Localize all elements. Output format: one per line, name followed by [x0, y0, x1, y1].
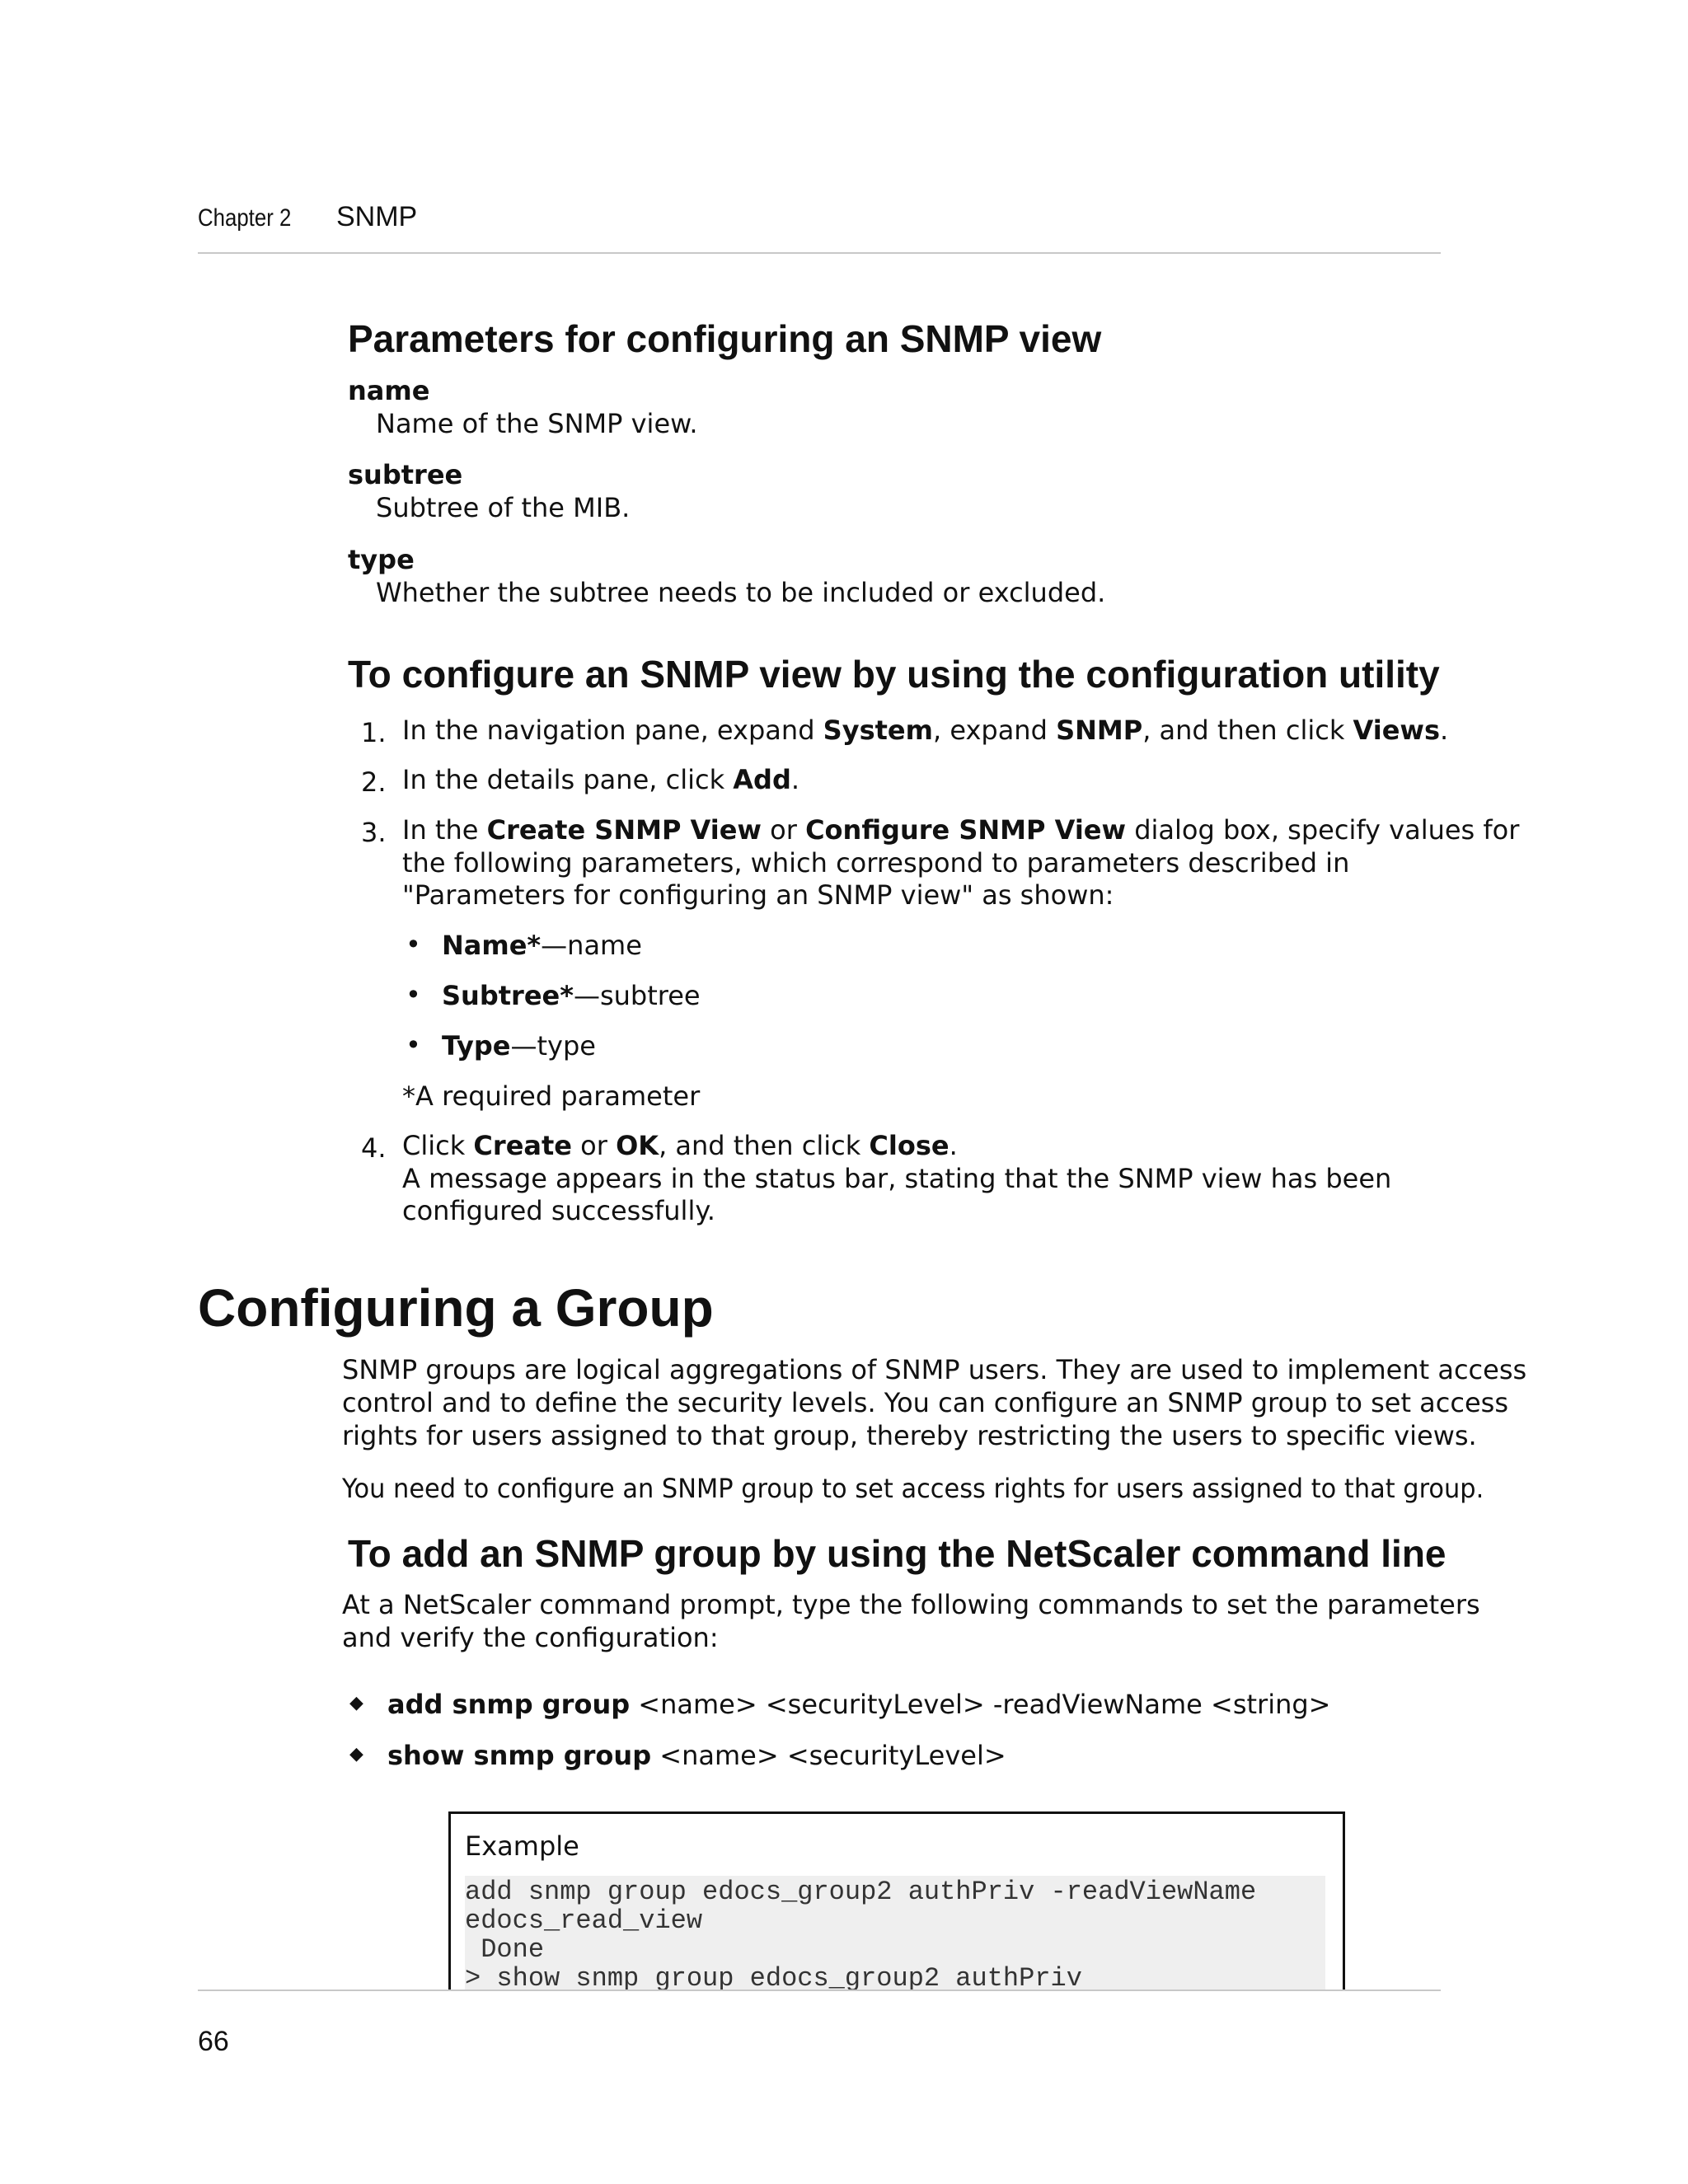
param-bullet: Name*—name: [442, 930, 642, 961]
footer-divider: [198, 1990, 1441, 1991]
step-4: Click Create or OK, and then click Close.: [402, 1130, 958, 1161]
step-3-line: the following parameters, which correspond to parameters described in: [402, 847, 1350, 879]
chapter-title: SNMP: [336, 201, 418, 232]
code-line: edocs_read_view: [465, 1905, 703, 1936]
step-2: In the details pane, click Add.: [402, 764, 800, 795]
example-label: Example: [465, 1830, 579, 1862]
param-desc: Whether the subtree needs to be included or excluded.: [376, 577, 1106, 608]
group-paragraph-2: You need to configure an SNMP group to set access rights for users assigned to that group.: [342, 1473, 1484, 1504]
diamond-bullet-icon: ◆: [349, 1693, 363, 1713]
step-3-line: "Parameters for configuring an SNMP view" as shown:: [402, 879, 1114, 911]
param-desc: Name of the SNMP view.: [376, 408, 698, 439]
cli-intro-line: At a NetScaler command prompt, type the following commands to set the parameters: [342, 1589, 1480, 1620]
example-box: [448, 1811, 1345, 1994]
param-term: name: [348, 375, 430, 406]
bullet-icon: •: [406, 1029, 421, 1061]
bullet-icon: •: [406, 979, 421, 1010]
group-paragraph-line: SNMP groups are logical aggregations of SNMP users. They are used to implement access: [342, 1354, 1527, 1385]
step-number: 2.: [361, 766, 387, 798]
step-4-line: A message appears in the status bar, stating that the SNMP view has been: [402, 1163, 1392, 1194]
params-heading: Parameters for configuring an SNMP view: [348, 317, 1102, 360]
required-note: *A required parameter: [402, 1080, 701, 1112]
param-bullet: Subtree*—subtree: [442, 980, 701, 1011]
chapter-label: Chapter 2: [198, 204, 292, 232]
step-number: 1.: [361, 717, 387, 748]
config-utility-heading: To configure an SNMP view by using the configuration utility: [348, 653, 1440, 696]
param-desc: Subtree of the MIB.: [376, 492, 631, 523]
header-divider: [198, 252, 1441, 254]
param-bullet: Type—type: [442, 1030, 596, 1062]
step-number: 3.: [361, 817, 387, 848]
code-line: Done: [465, 1934, 545, 1965]
page-number: 66: [198, 2026, 229, 2057]
command-show-snmp-group: show snmp group <name> <securityLevel>: [387, 1740, 1006, 1771]
command-add-snmp-group: add snmp group <name> <securityLevel> -readViewName <string>: [387, 1689, 1331, 1720]
code-line: add snmp group edocs_group2 authPriv -readViewName: [465, 1877, 1257, 1907]
step-1: In the navigation pane, expand System, expand SNMP, and then click Views.: [402, 715, 1449, 746]
code-line: > show snmp group edocs_group2 authPriv: [465, 1963, 1082, 1994]
step-4-line: configured successfully.: [402, 1195, 715, 1226]
group-paragraph-line: control and to define the security levels. You can configure an SNMP group to set access: [342, 1387, 1508, 1418]
step-number: 4.: [361, 1132, 387, 1164]
cli-intro-line: and verify the configuration:: [342, 1622, 719, 1653]
bullet-icon: •: [406, 929, 421, 960]
step-3: In the Create SNMP View or Configure SNMP View dialog box, specify values for: [402, 814, 1520, 846]
group-paragraph-line: rights for users assigned to that group, thereby restricting the users to specific views.: [342, 1420, 1477, 1451]
param-term: type: [348, 544, 415, 575]
cli-heading: To add an SNMP group by using the NetScaler command line: [348, 1532, 1447, 1575]
param-term: subtree: [348, 459, 463, 490]
diamond-bullet-icon: ◆: [349, 1744, 363, 1765]
group-heading: Configuring a Group: [198, 1278, 714, 1338]
